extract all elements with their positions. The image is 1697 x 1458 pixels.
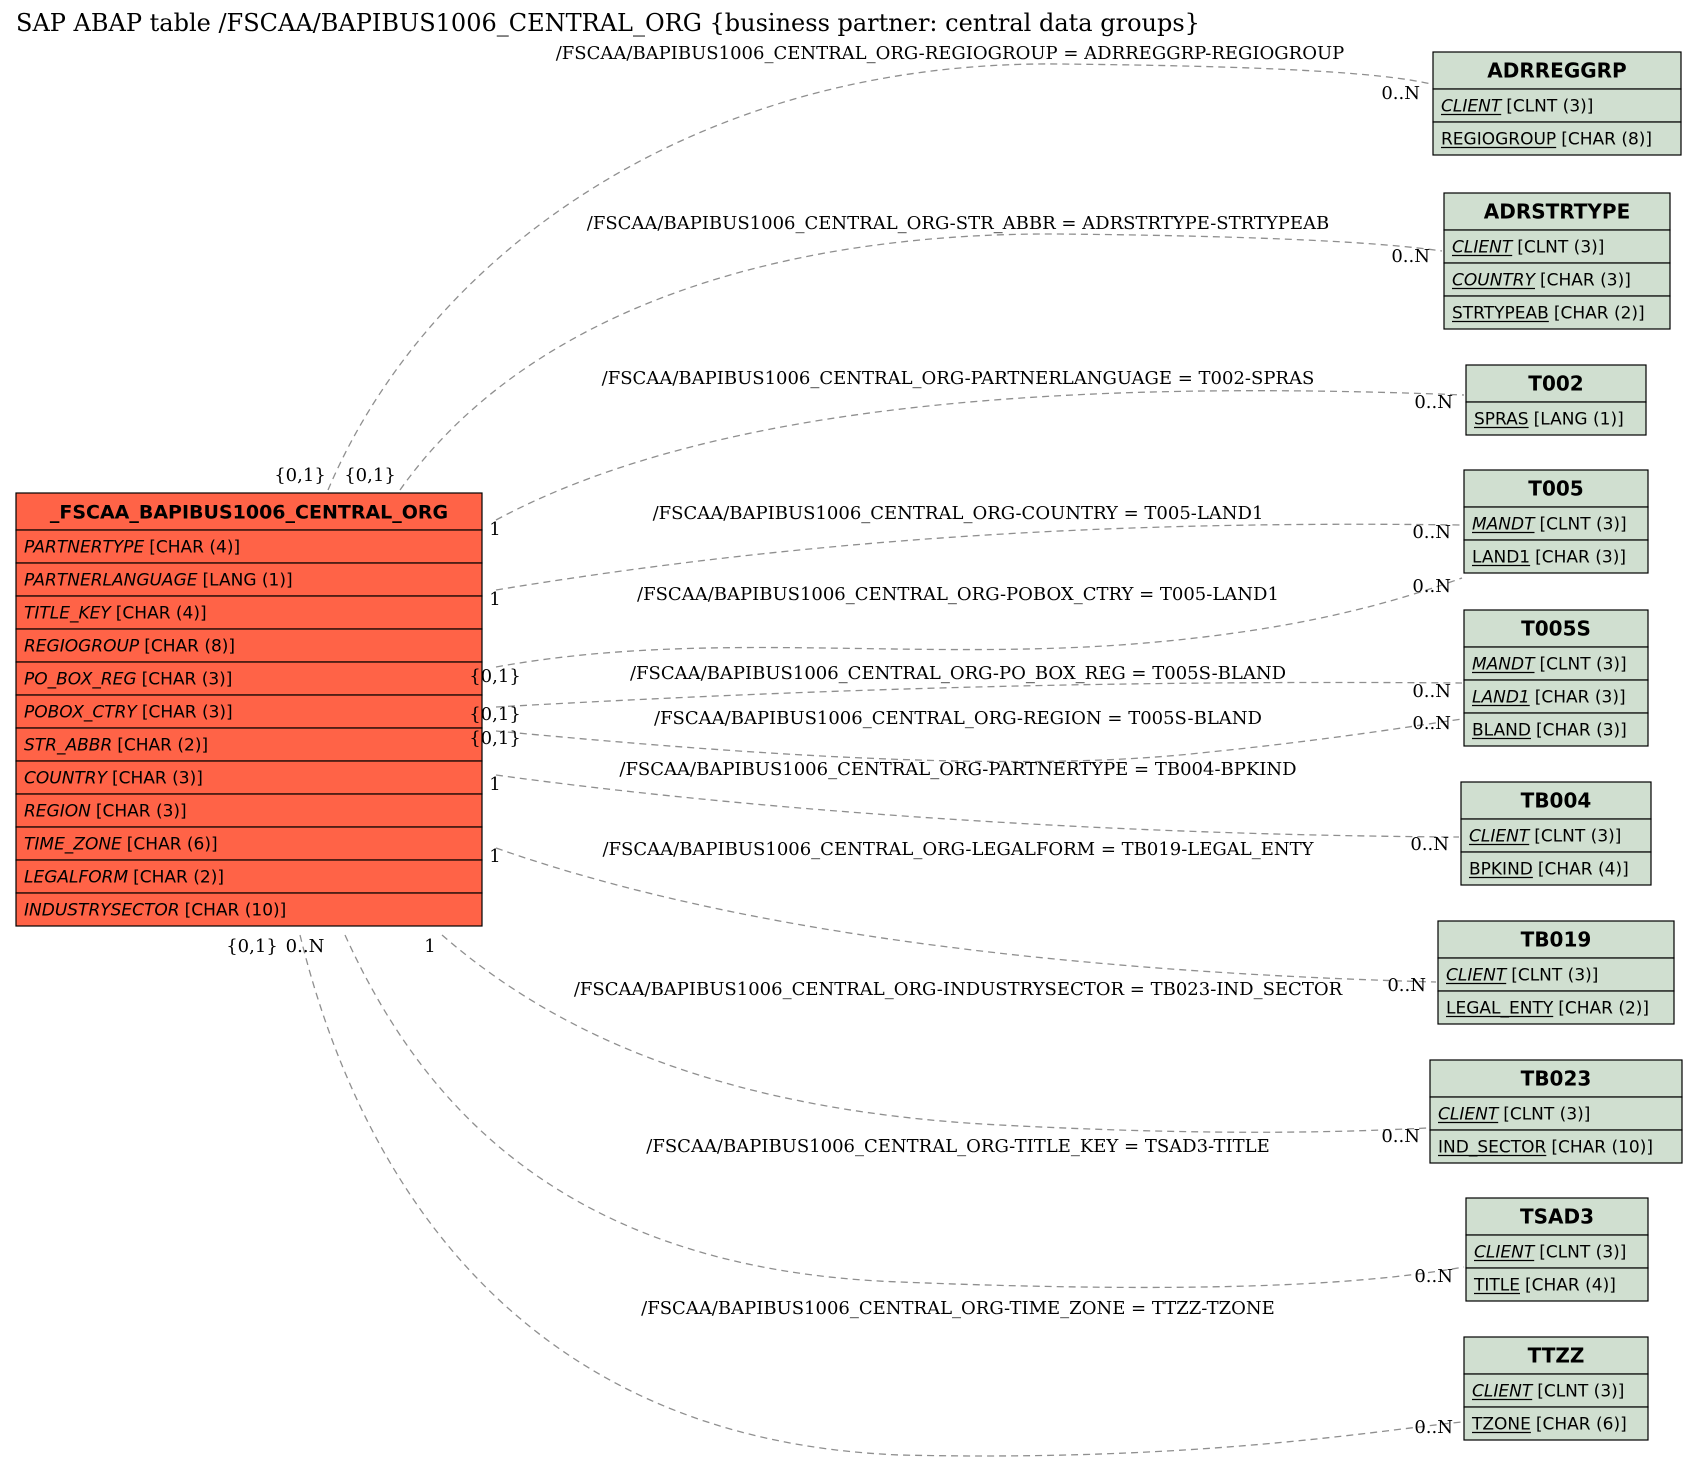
table-tb019 (1438, 921, 1674, 1024)
target-cardinality: 0..N (1414, 1266, 1453, 1287)
field-name: COUNTRY (1452, 270, 1535, 291)
table-tb023 (1430, 1060, 1682, 1163)
target-cardinality: 0..N (1412, 522, 1451, 543)
table-tsad3 (1466, 1198, 1648, 1301)
field-name: LAND1 (1472, 547, 1531, 568)
field-type: [CHAR (2)] (1558, 998, 1650, 1019)
field-type: [CLNT (3)] (1511, 965, 1599, 986)
source-cardinality: {0,1} (469, 728, 521, 749)
field-name: CLIENT (1441, 96, 1502, 117)
target-cardinality: 0..N (1381, 1126, 1420, 1147)
field-name: TITLE_KEY (24, 603, 111, 624)
field-type: [CLNT (3)] (1539, 654, 1627, 675)
source-cardinality: 0..N (285, 936, 325, 957)
field-name: MANDT (1472, 514, 1535, 535)
field-type: [CHAR (2)] (117, 735, 209, 756)
relation-label: /FSCAA/BAPIBUS1006_CENTRAL_ORG-STR_ABBR = ADRSTRTYPE-STRTYPEAB (586, 213, 1330, 234)
relation-label: /FSCAA/BAPIBUS1006_CENTRAL_ORG-REGIOGROUP = ADRREGGRP-REGIOGROUP (555, 43, 1345, 64)
field-name: LEGAL_ENTY (1446, 998, 1554, 1019)
field-type: [CHAR (3)] (1534, 687, 1626, 708)
field-type: [CHAR (3)] (141, 702, 233, 723)
target-cardinality: 0..N (1412, 576, 1451, 597)
relation-edge (400, 234, 1442, 490)
tables (16, 52, 1682, 1440)
field-name: TITLE (1474, 1275, 1520, 1296)
target-cardinality: 0..N (1391, 246, 1430, 267)
field-name: INDUSTRYSECTOR (24, 900, 180, 921)
table-name: TTZZ (1527, 1343, 1585, 1368)
target-cardinality: 0..N (1412, 713, 1451, 734)
relation-edge (496, 775, 1459, 837)
relation-edge (496, 848, 1436, 982)
table-t002 (1466, 365, 1646, 435)
field-type: [CLNT (3)] (1534, 826, 1622, 847)
table-tb004 (1461, 782, 1651, 885)
field-type: [CLNT (3)] (1539, 1242, 1627, 1263)
field-name: CLIENT (1469, 826, 1530, 847)
field-type: [CHAR (6)] (126, 834, 218, 855)
target-cardinality: 0..N (1414, 392, 1453, 413)
field-type: [CHAR (8)] (1561, 129, 1653, 150)
field-type: [LANG (1)] (1533, 409, 1624, 430)
relation-label: /FSCAA/BAPIBUS1006_CENTRAL_ORG-TIME_ZONE = TTZZ-TZONE (641, 1298, 1275, 1319)
relation-label: /FSCAA/BAPIBUS1006_CENTRAL_ORG-REGION = T005S-BLAND (654, 708, 1262, 729)
relation-edge (300, 935, 1462, 1456)
field-type: [CHAR (4)] (1537, 859, 1629, 880)
table-main (16, 493, 482, 926)
field-type: [CHAR (3)] (1540, 270, 1631, 291)
field-name: CLIENT (1446, 965, 1507, 986)
relation-label: /FSCAA/BAPIBUS1006_CENTRAL_ORG-PO_BOX_REG = T005S-BLAND (629, 663, 1287, 684)
table-name: TB004 (1520, 788, 1592, 813)
field-name: CLIENT (1452, 237, 1513, 258)
source-cardinality: {0,1} (226, 936, 278, 957)
relation-label: /FSCAA/BAPIBUS1006_CENTRAL_ORG-PARTNERLANGUAGE = T002-SPRAS (601, 368, 1315, 389)
field-name: IND_SECTOR (1438, 1137, 1547, 1158)
field-type: [CHAR (3)] (1535, 720, 1627, 741)
field-name: TIME_ZONE (24, 834, 122, 855)
field-name: TZONE (1472, 1414, 1531, 1435)
target-cardinality: 0..N (1412, 681, 1451, 702)
target-cardinality: 0..N (1381, 83, 1420, 104)
diagram-title: SAP ABAP table /FSCAA/BAPIBUS1006_CENTRAL_ORG {business partner: central data groups} (16, 9, 1200, 37)
table-name: TB019 (1520, 927, 1592, 952)
table-adrstrtype (1444, 193, 1670, 329)
table-name: T002 (1528, 371, 1584, 396)
field-name: REGIOGROUP (24, 636, 140, 657)
relation-edge (496, 682, 1462, 707)
table-ttzz (1464, 1337, 1648, 1440)
relation-label: /FSCAA/BAPIBUS1006_CENTRAL_ORG-TITLE_KEY = TSAD3-TITLE (646, 1136, 1270, 1157)
table-name: ADRSTRTYPE (1483, 199, 1631, 224)
field-type: [CHAR (3)] (95, 801, 187, 822)
table-name: TSAD3 (1519, 1204, 1595, 1229)
field-name: STRTYPEAB (1452, 303, 1549, 324)
field-type: [LANG (1)] (202, 570, 293, 591)
relation-label: /FSCAA/BAPIBUS1006_CENTRAL_ORG-INDUSTRYSECTOR = TB023-IND_SECTOR (573, 979, 1343, 1000)
relation-edge (328, 64, 1431, 490)
table-name: TB023 (1520, 1066, 1592, 1091)
table-name: _FSCAA_BAPIBUS1006_CENTRAL_ORG (49, 501, 449, 524)
field-name: REGION (24, 801, 91, 822)
source-cardinality: 1 (489, 589, 501, 610)
relation-label: /FSCAA/BAPIBUS1006_CENTRAL_ORG-PARTNERTYPE = TB004-BPKIND (619, 759, 1297, 780)
field-type: [CHAR (4)] (1525, 1275, 1616, 1296)
field-type: [CHAR (10)] (184, 900, 287, 921)
field-name: LEGALFORM (24, 867, 129, 888)
field-name: CLIENT (1474, 1242, 1535, 1263)
field-name: PO_BOX_REG (24, 669, 137, 690)
field-type: [CLNT (3)] (1539, 514, 1627, 535)
target-cardinality: 0..N (1414, 1417, 1453, 1438)
relation-label: /FSCAA/BAPIBUS1006_CENTRAL_ORG-COUNTRY = T005-LAND1 (652, 503, 1264, 524)
field-type: [CHAR (2)] (133, 867, 224, 888)
table-t005 (1464, 470, 1648, 573)
table-adrreggrp (1433, 52, 1681, 155)
field-type: [CHAR (6)] (1535, 1414, 1627, 1435)
table-name: T005S (1521, 616, 1591, 641)
table-name: T005 (1528, 476, 1584, 501)
field-name: CLIENT (1438, 1104, 1499, 1125)
field-type: [CLNT (3)] (1506, 96, 1594, 117)
field-name: BLAND (1472, 720, 1531, 741)
field-type: [CHAR (3)] (1535, 547, 1626, 568)
field-type: [CHAR (2)] (1553, 303, 1645, 324)
field-name: SPRAS (1474, 409, 1529, 430)
field-type: [CHAR (4)] (115, 603, 207, 624)
relation-label: /FSCAA/BAPIBUS1006_CENTRAL_ORG-LEGALFORM = TB019-LEGAL_ENTY (602, 839, 1314, 860)
source-cardinality: 1 (489, 846, 501, 867)
relation-label: /FSCAA/BAPIBUS1006_CENTRAL_ORG-POBOX_CTRY = T005-LAND1 (637, 584, 1279, 605)
relation-edge (442, 935, 1428, 1132)
source-cardinality: {0,1} (274, 465, 326, 486)
field-name: BPKIND (1469, 859, 1533, 880)
field-type: [CHAR (8)] (144, 636, 236, 657)
target-cardinality: 0..N (1410, 834, 1449, 855)
source-cardinality: 1 (489, 774, 501, 795)
source-cardinality: {0,1} (469, 704, 521, 725)
field-name: REGIOGROUP (1441, 129, 1557, 150)
field-name: PARTNERTYPE (24, 537, 145, 558)
field-name: LAND1 (1472, 687, 1530, 708)
field-name: STR_ABBR (24, 735, 113, 756)
target-cardinality: 0..N (1387, 975, 1426, 996)
field-type: [CHAR (10)] (1551, 1137, 1653, 1158)
source-cardinality: 1 (424, 936, 436, 957)
table-t005s (1464, 610, 1648, 746)
field-name: PARTNERLANGUAGE (24, 570, 198, 591)
field-name: COUNTRY (24, 768, 107, 789)
field-type: [CLNT (3)] (1503, 1104, 1591, 1125)
field-type: [CHAR (3)] (112, 768, 203, 789)
table-name: ADRREGGRP (1487, 58, 1627, 83)
field-type: [CLNT (3)] (1537, 1381, 1625, 1402)
field-name: POBOX_CTRY (24, 702, 137, 723)
source-cardinality: 1 (489, 519, 501, 540)
field-name: CLIENT (1472, 1381, 1533, 1402)
field-type: [CLNT (3)] (1517, 237, 1605, 258)
field-type: [CHAR (4)] (149, 537, 241, 558)
relation-edge (496, 391, 1464, 520)
field-type: [CHAR (3)] (141, 669, 233, 690)
field-name: MANDT (1472, 654, 1535, 675)
source-cardinality: {0,1} (344, 465, 396, 486)
relation-edge (496, 524, 1462, 590)
source-cardinality: {0,1} (469, 666, 521, 687)
